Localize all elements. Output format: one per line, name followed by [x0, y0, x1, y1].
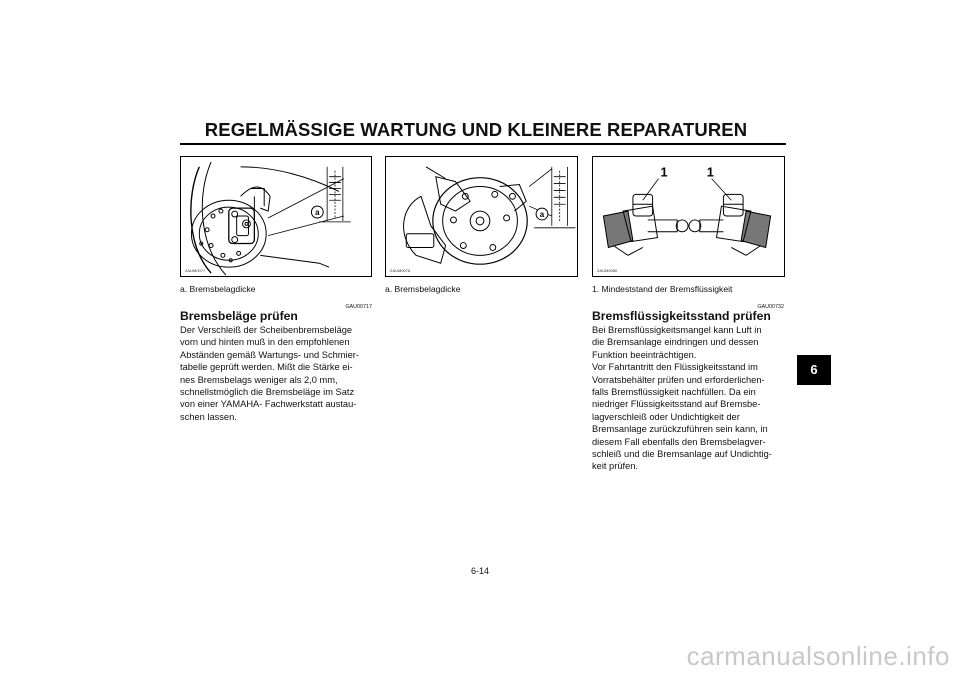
body-line: falls Bremsflüssigkeit nachfüllen. Da ein [592, 387, 756, 398]
brake-fluid-illustration [593, 157, 784, 276]
figure-code: ZAUM0080 [597, 268, 618, 273]
front-brake-illustration [181, 157, 371, 276]
figure-front-brake-pads [180, 156, 372, 277]
body-line: Bei Bremsflüssigkeitsmangel kann Luft in [592, 325, 762, 335]
body-line: von einer YAMAHA- Fachwerkstatt austau- [180, 399, 357, 410]
section-title: Bremsbeläge prüfen [180, 309, 298, 323]
body-line: Bremsanlage zurückzuführen sein kann, in [592, 424, 768, 435]
body-line: schnellstmöglich die Bremsbeläge im Satz [180, 387, 355, 398]
page-title: REGELMÄSSIGE WARTUNG UND KLEINERE REPARATUREN [204, 119, 748, 140]
body-line: lagverschleiß oder Undichtigkeit der [592, 411, 740, 422]
header-rule [180, 143, 786, 145]
section-ref-code: GAU00717 [345, 304, 372, 310]
body-line: tabelle geprüft werden. Mißt die Stärke ei- [180, 362, 353, 373]
callout-1-right: 1 [706, 164, 714, 180]
body-line: Der Verschleiß der Scheibenbremsbeläge [180, 325, 353, 335]
body-line: vorn und hinten muß in den empfohlenen [180, 337, 350, 348]
rear-brake-illustration [386, 157, 577, 276]
chapter-tab[interactable]: 6 [797, 355, 831, 385]
section-body [180, 324, 390, 423]
body-line: die Bremsanlage eindringen und dessen [592, 337, 759, 348]
figure-rear-brake-pads [385, 156, 578, 277]
figure-caption: a. Bremsbelagdicke [180, 284, 256, 294]
body-line: diesem Fall ebenfalls den Bremsbelagver- [592, 436, 766, 447]
figure-code: ZAUM0078 [390, 268, 411, 273]
figure-caption: 1. Mindeststand der Bremsflüssigkeit [592, 284, 733, 294]
callout-a: a [315, 208, 320, 218]
watermark: carmanualsonline.info [686, 641, 950, 671]
body-line: nes Bremsbelags weniger als 2,0 mm, [180, 374, 338, 385]
callout-1-left: 1 [660, 164, 668, 180]
section-body [592, 324, 802, 473]
body-line: Vor Fahrtantritt den Flüssigkeitsstand im [592, 362, 758, 373]
body-line: niedriger Flüssigkeitsstand auf Bremsbe- [592, 399, 761, 410]
callout-a: a [539, 209, 545, 219]
page-number: 6-14 [470, 566, 489, 576]
body-line: keit prüfen. [592, 461, 638, 472]
figure-code: ZAUM0077 [185, 268, 206, 273]
figure-brake-fluid-level [592, 156, 785, 277]
figure-caption: a. Bremsbelagdicke [385, 284, 461, 294]
body-line: Abständen gemäß Wartungs- und Schmier- [180, 349, 359, 360]
body-line: Vorratsbehälter prüfen und erforderlichen- [592, 374, 765, 385]
section-title: Bremsflüssigkeitsstand prüfen [592, 309, 771, 323]
body-line: schen lassen. [180, 411, 237, 422]
section-ref-code: GAU00732 [757, 304, 784, 310]
body-line: schleiß und die Bremsanlage auf Undichtig- [592, 449, 772, 460]
body-line: Funktion beeinträchtigen. [592, 349, 697, 360]
